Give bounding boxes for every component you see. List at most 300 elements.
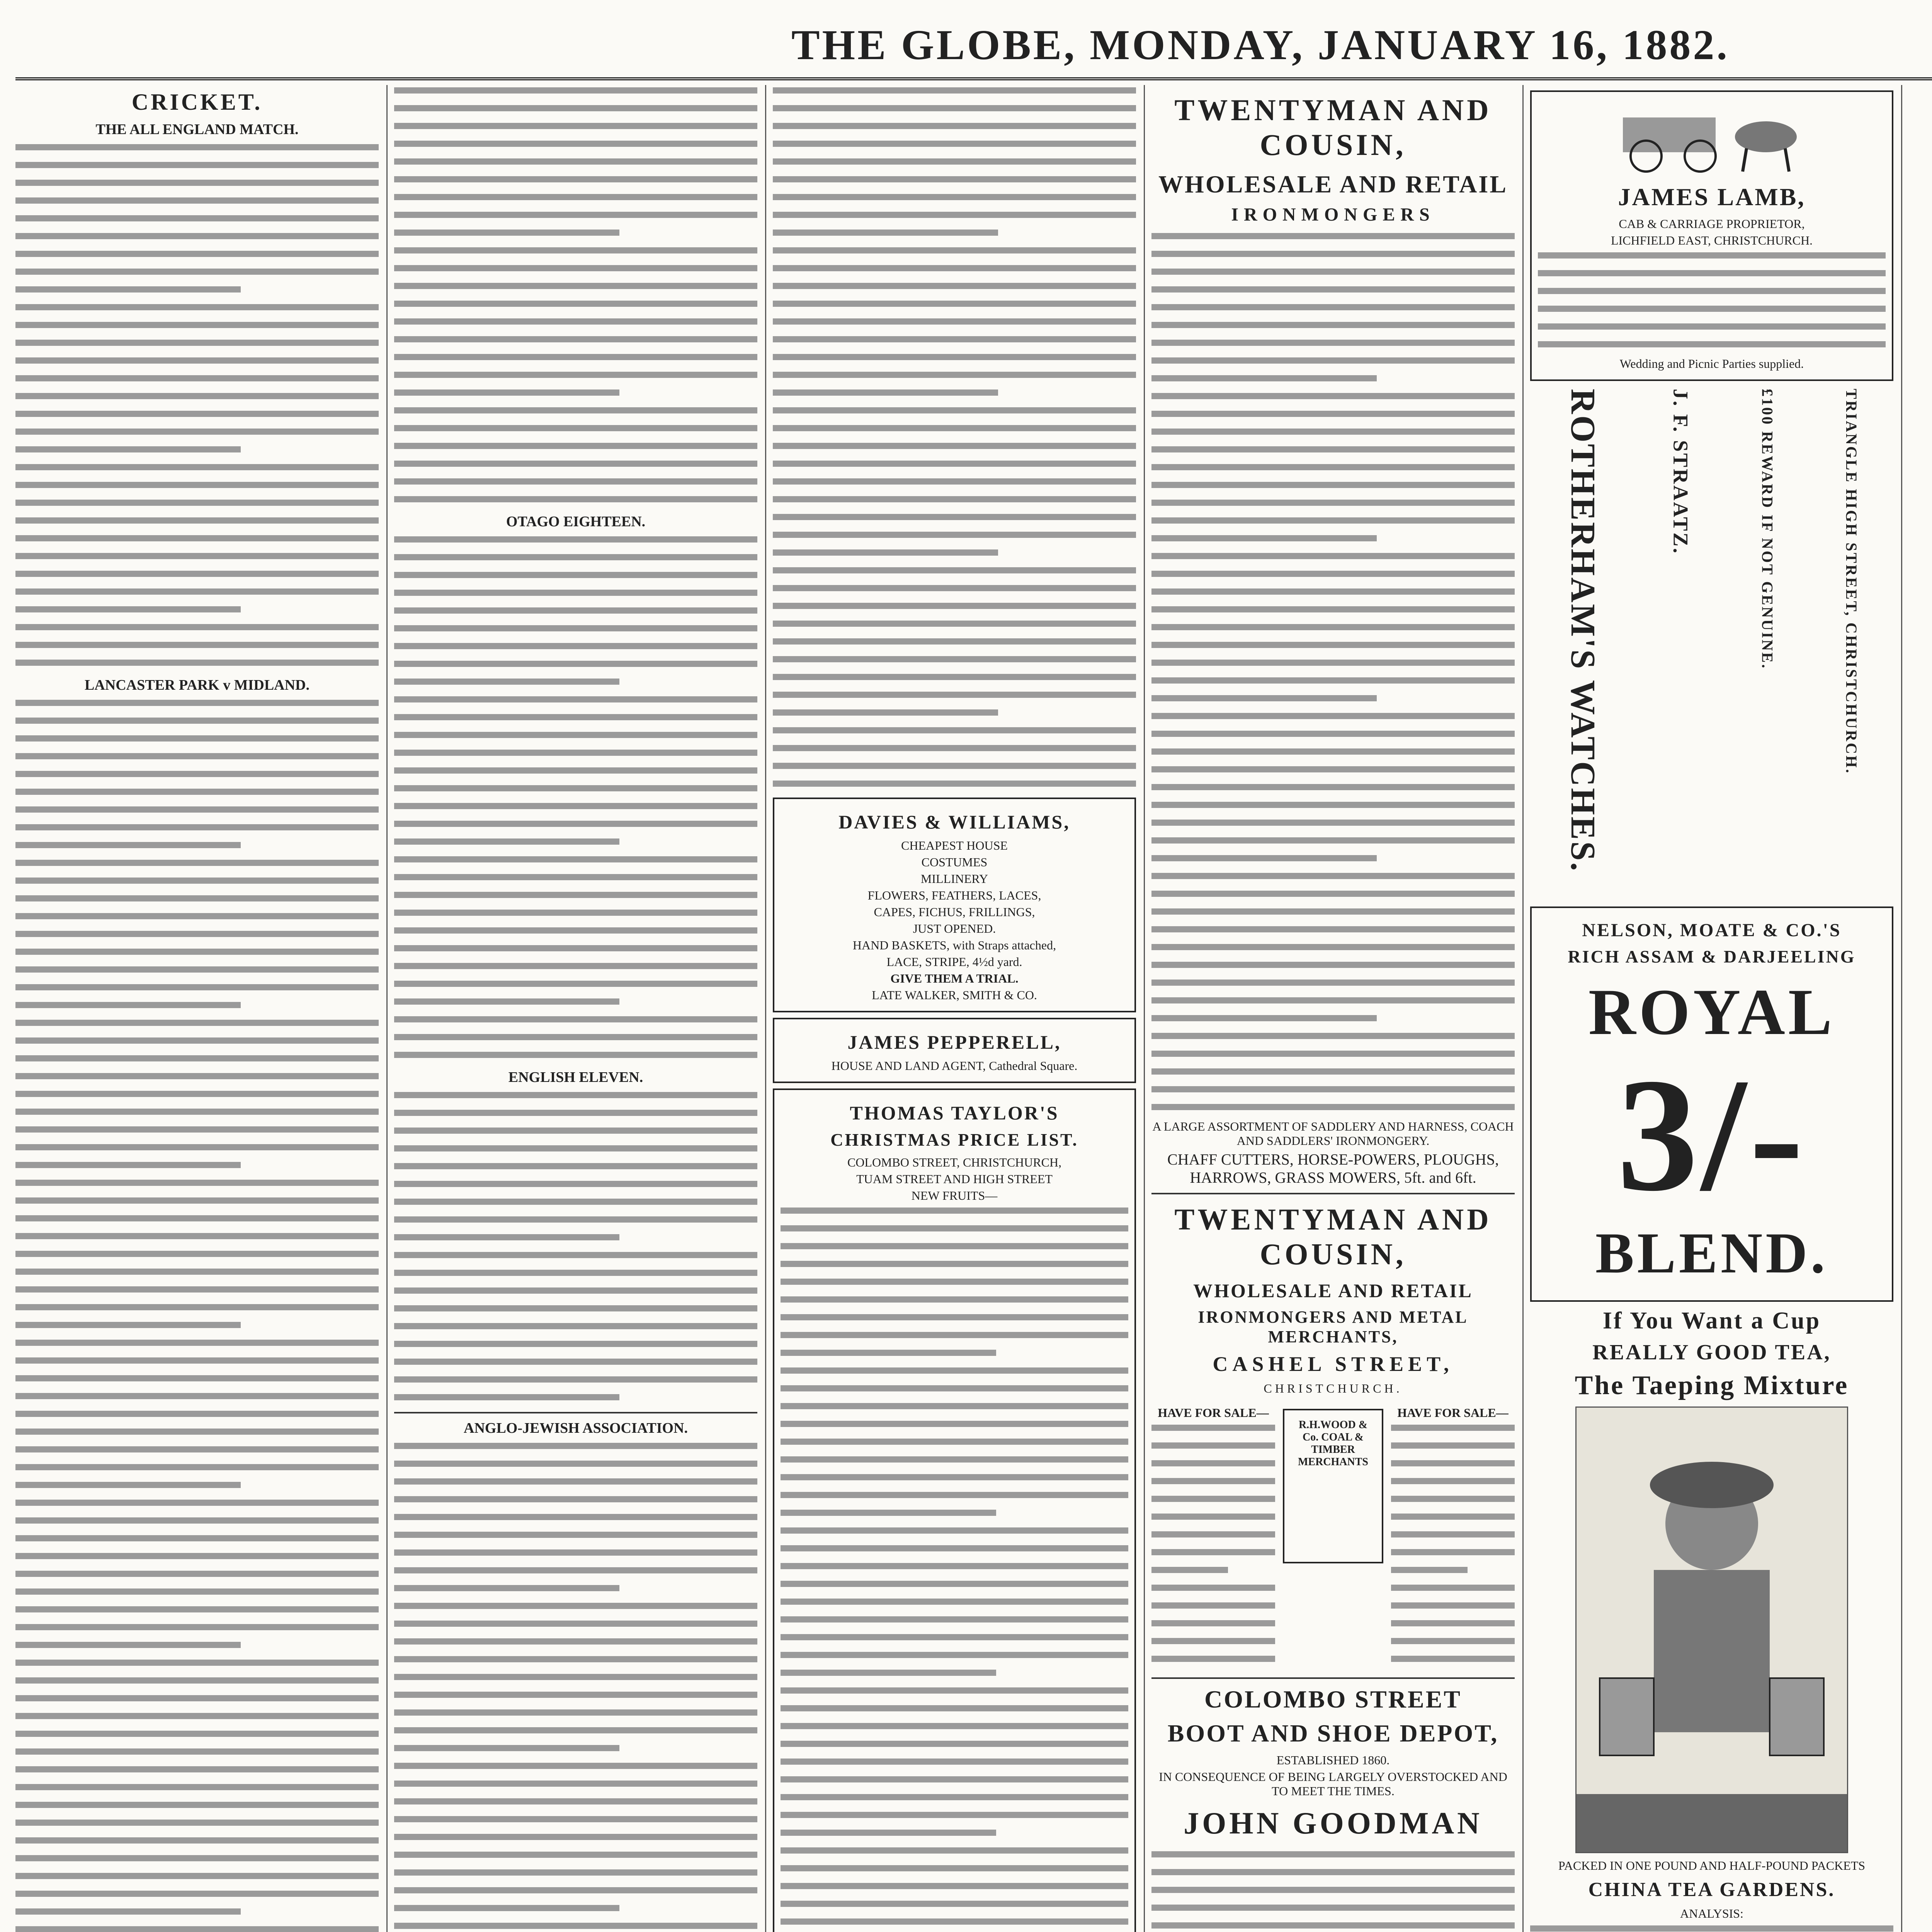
text-line: [1151, 871, 1515, 884]
ad-title: JAMES PEPPERELL,: [847, 1031, 1061, 1053]
text-line: [1151, 942, 1515, 956]
text-line: [394, 1250, 757, 1264]
ad-title: NELSON, MOATE & CO.'S: [1582, 920, 1842, 940]
text-line: [781, 1596, 1128, 1610]
ad-line: CAPES, FICHUS, FRILLINGS,: [874, 905, 1035, 919]
text-line: [1151, 1440, 1275, 1454]
text-line: [394, 836, 619, 850]
ad-title: DAVIES & WILLIAMS,: [838, 811, 1070, 833]
text-line: [781, 1276, 1128, 1290]
text-line: [1151, 1511, 1275, 1525]
text-line: [1151, 266, 1515, 280]
ad-body: [1538, 250, 1886, 353]
text-line: [15, 444, 241, 458]
text-line: [15, 408, 379, 422]
text-line: [15, 1213, 379, 1227]
text-line: [1151, 924, 1515, 938]
text-line: [394, 1321, 757, 1335]
text-line: [1151, 497, 1515, 511]
text-line: [15, 231, 379, 245]
text-line: [394, 121, 757, 134]
text-line: [15, 1515, 379, 1529]
text-line: [394, 1672, 757, 1685]
text-line: [15, 284, 241, 298]
ad-title: TWENTYMAN AND COUSIN,: [1174, 93, 1492, 162]
text-line: [1151, 586, 1515, 600]
text-line: [15, 1799, 379, 1813]
text-line: [781, 1916, 1128, 1930]
text-line: [773, 725, 1136, 739]
text-line: [15, 1284, 379, 1298]
text-line: [1151, 1102, 1515, 1116]
text-line: [394, 387, 619, 401]
text-line: [1151, 1066, 1515, 1080]
ad-thomas-taylor: [773, 1088, 1136, 1932]
text-line: [394, 1090, 757, 1104]
ad-subtitle: IRONMONGERS AND METAL MERCHANTS,: [1198, 1308, 1468, 1346]
text-line: [773, 529, 1136, 543]
text-line: [1151, 1600, 1275, 1614]
ad-line: PACKED IN ONE POUND AND HALF-POUND PACKETS: [1558, 1859, 1866, 1872]
ad-nelson-moate: [1530, 906, 1893, 1302]
text-line: [781, 1774, 1128, 1788]
text-line: [394, 765, 757, 779]
text-line: [773, 352, 1136, 366]
text-line: [394, 1374, 757, 1388]
ad-subtitle: IRONMONGERS: [1231, 204, 1435, 225]
text-line: [773, 760, 1136, 774]
text-line: [15, 480, 379, 493]
ad-title: The Taeping Mixture: [1575, 1371, 1849, 1400]
text-line: [1151, 1547, 1275, 1561]
text-line: [15, 1391, 379, 1405]
text-line: [15, 426, 379, 440]
ad-line: LICHFIELD EAST, CHRISTCHURCH.: [1611, 233, 1813, 247]
text-line: [1151, 391, 1515, 405]
text-line: [15, 248, 379, 262]
text-line: [394, 1476, 757, 1490]
masthead-title: THE GLOBE, MONDAY, JANUARY 16, 1882.: [791, 21, 1730, 68]
text-line: [394, 1014, 757, 1028]
text-line: [394, 623, 757, 637]
text-line: [1538, 286, 1886, 299]
column-lamb-tea: [1530, 85, 1893, 1932]
text-line: [1530, 1923, 1893, 1932]
ad-subtitle: WHOLESALE AND RETAIL: [1158, 170, 1508, 198]
text-line: [773, 369, 1136, 383]
royal-text: ROYAL: [1588, 976, 1835, 1048]
ad-line: ESTABLISHED 1860.: [1276, 1753, 1390, 1767]
text-line: [781, 1330, 1128, 1344]
text-line: [1151, 853, 1377, 867]
text-line: [773, 672, 1136, 685]
text-line: [15, 373, 379, 387]
text-line: [15, 1835, 379, 1849]
text-line: [15, 1480, 241, 1493]
text-line: [15, 195, 379, 209]
seated-figure-icon: [1577, 1408, 1847, 1852]
text-line: [394, 694, 757, 708]
section-heading: THE ALL ENGLAND MATCH.: [95, 121, 299, 138]
ad-line: COLOMBO STREET, CHRISTCHURCH,: [847, 1155, 1062, 1169]
article-body: [394, 1440, 757, 1932]
text-line: [15, 1551, 379, 1565]
text-line: [394, 1885, 757, 1899]
text-line: [1391, 1547, 1515, 1561]
text-line: [15, 1817, 379, 1831]
ad-body: [1530, 1923, 1893, 1932]
text-line: [781, 1454, 1128, 1468]
text-line: [1391, 1600, 1515, 1614]
text-line: [1151, 782, 1515, 796]
text-line: [781, 1685, 1128, 1699]
text-line: [15, 1746, 379, 1760]
story-body: [773, 85, 1136, 792]
text-line: [773, 689, 1136, 703]
text-line: [1151, 515, 1515, 529]
text-line: [394, 1743, 619, 1757]
text-line: [15, 639, 379, 653]
text-line: [15, 1693, 379, 1707]
text-line: [1538, 250, 1886, 264]
text-line: [781, 1436, 1128, 1450]
text-line: [15, 1568, 379, 1582]
text-line: [1151, 426, 1515, 440]
text-line: [1151, 906, 1515, 920]
text-line: [773, 138, 1136, 152]
ad-title: JAMES LAMB,: [1618, 183, 1806, 211]
text-line: [394, 907, 757, 921]
text-line: [773, 263, 1136, 277]
text-line: [773, 298, 1136, 312]
sale-left: [1151, 1403, 1275, 1671]
ad-line: GIVE THEM A TRIAL.: [890, 971, 1019, 985]
text-line: [394, 209, 757, 223]
text-line: [394, 298, 757, 312]
masthead: [15, 15, 1932, 80]
text-line: [15, 1053, 379, 1067]
text-line: [394, 1214, 757, 1228]
text-line: [394, 138, 757, 152]
text-line: [1151, 622, 1515, 636]
text-line: [773, 387, 998, 401]
text-line: [1151, 462, 1515, 476]
text-line: [394, 1814, 757, 1828]
text-line: [781, 1827, 996, 1841]
text-line: [781, 1490, 1128, 1503]
text-line: [1391, 1440, 1515, 1454]
text-line: [15, 1906, 241, 1920]
text-line: [1391, 1582, 1515, 1596]
text-line: [394, 872, 757, 886]
text-line: [394, 730, 757, 743]
text-line: [15, 769, 379, 782]
ad-subtitle: RICH ASSAM & DARJEELING: [1568, 947, 1856, 966]
text-line: [1151, 408, 1515, 422]
ad-title: THOMAS TAYLOR'S: [850, 1102, 1059, 1124]
text-line: [15, 586, 379, 600]
text-line: [1151, 248, 1515, 262]
ad-title: CHINA TEA GARDENS.: [1588, 1879, 1835, 1901]
text-line: [1538, 321, 1886, 335]
text-line: [394, 263, 757, 277]
ad-line: NEW FRUITS—: [911, 1189, 998, 1202]
ad-subtitle: CAB & CARRIAGE PROPRIETOR,: [1619, 217, 1805, 231]
text-line: [15, 1426, 379, 1440]
text-line: [1538, 339, 1886, 353]
text-line: [394, 1440, 757, 1454]
text-line: [394, 747, 757, 761]
blend-text: BLEND.: [1595, 1221, 1828, 1285]
text-line: [15, 804, 379, 818]
text-line: [394, 712, 757, 726]
text-line: [15, 1355, 379, 1369]
text-line: [781, 1365, 1128, 1379]
column-rule: [1522, 85, 1524, 1932]
text-line: [394, 1049, 757, 1063]
text-line: [1391, 1565, 1468, 1578]
text-line: [773, 103, 1136, 117]
text-line: [15, 1924, 379, 1932]
text-line: [394, 1267, 757, 1281]
text-line: [15, 604, 241, 618]
text-line: [394, 494, 757, 508]
text-line: [781, 1810, 1128, 1823]
text-line: [781, 1721, 1128, 1735]
text-line: [1151, 711, 1515, 724]
text-line: [773, 476, 1136, 490]
text-line: [1391, 1529, 1515, 1543]
text-line: [781, 1756, 1128, 1770]
text-line: [394, 925, 757, 939]
text-line: [1391, 1422, 1515, 1436]
ad-body: [1151, 1422, 1275, 1667]
score-table: [394, 1090, 757, 1406]
text-line: [394, 1920, 757, 1932]
text-line: [1151, 533, 1377, 547]
text-line: [773, 174, 1136, 188]
text-line: [1151, 1031, 1515, 1044]
text-line: [15, 515, 379, 529]
text-line: [773, 707, 998, 721]
text-line: [781, 1347, 996, 1361]
text-line: [15, 1248, 379, 1262]
ad-pepperell: [773, 1018, 1136, 1083]
divider: [1151, 1193, 1515, 1194]
text-line: [781, 1881, 1128, 1895]
text-line: [394, 458, 757, 472]
text-line: [394, 1285, 757, 1299]
stamp-text: R.H.WOOD & Co. COAL & TIMBER MERCHANTS: [1298, 1419, 1368, 1468]
text-line: [394, 801, 757, 815]
text-line: [394, 854, 757, 868]
text-line: [394, 1867, 757, 1881]
text-line: [15, 1231, 379, 1245]
text-line: [781, 1259, 1128, 1272]
text-line: [1151, 1476, 1275, 1490]
text-line: [394, 1849, 757, 1863]
rh-wood-stamp: [1283, 1409, 1383, 1563]
ad-line: LACE, STRIPE, 4½d yard.: [886, 955, 1022, 969]
text-line: [1151, 1867, 1515, 1881]
text-line: [15, 1408, 379, 1422]
text-line: [15, 497, 379, 511]
text-line: [15, 751, 379, 765]
text-line: [1151, 835, 1515, 849]
text-line: [15, 1888, 379, 1902]
ad-line: CHAFF CUTTERS, HORSE-POWERS, PLOUGHS, HARROWS, GRASS MOWERS, 5ft. and 6ft.: [1167, 1151, 1499, 1186]
text-line: [394, 1707, 757, 1721]
text-line: [781, 1863, 1128, 1877]
text-line: [15, 1622, 379, 1636]
text-line: [394, 1778, 757, 1792]
text-line: [15, 142, 379, 156]
column-cricket: [15, 85, 379, 1932]
text-line: [394, 1179, 757, 1192]
text-line: [15, 1160, 241, 1173]
text-line: [781, 1525, 1128, 1539]
price-list: [781, 1205, 1128, 1932]
text-line: [773, 618, 1136, 632]
ad-line: Wedding and Picnic Parties supplied.: [1619, 357, 1804, 371]
text-line: [1151, 337, 1515, 351]
sale-right: [1391, 1403, 1515, 1671]
text-line: [394, 1796, 757, 1810]
text-line: [394, 961, 757, 975]
text-line: [1151, 1048, 1515, 1062]
sale-row: [1151, 1403, 1515, 1671]
text-line: [394, 1232, 619, 1246]
text-line: [394, 534, 757, 548]
section-heading: LANCASTER PARK v MIDLAND.: [85, 677, 310, 693]
text-line: [773, 654, 1136, 668]
text-line: [773, 316, 1136, 330]
text-line: [1151, 639, 1515, 653]
tea-merchant-illustration: [1575, 1406, 1848, 1853]
text-line: [394, 1512, 757, 1526]
ad-title: BOOT AND SHOE DEPOT,: [1167, 1719, 1499, 1747]
text-line: [1151, 302, 1515, 316]
text-line: [781, 1241, 1128, 1255]
text-line: [1391, 1511, 1515, 1525]
text-line: [15, 715, 379, 729]
text-line: [1151, 604, 1515, 618]
text-line: [781, 1650, 1128, 1663]
text-line: [15, 1337, 379, 1351]
text-line: [1391, 1493, 1515, 1507]
text-line: [773, 565, 1136, 579]
article-body: [15, 142, 379, 671]
ad-subtitle: HOUSE AND LAND AGENT, Cathedral Square.: [831, 1059, 1078, 1073]
text-line: [394, 1565, 757, 1579]
text-line: [773, 600, 1136, 614]
text-line: [773, 156, 1136, 170]
text-line: [1151, 746, 1515, 760]
text-line: [1151, 728, 1515, 742]
text-line: [781, 1294, 1128, 1308]
text-line: [773, 227, 998, 241]
text-line: [1151, 1565, 1228, 1578]
text-line: [15, 462, 379, 476]
ad-line: HAND BASKETS, with Straps attached,: [852, 938, 1056, 952]
text-line: [1151, 568, 1515, 582]
section-heading: ENGLISH ELEVEN.: [508, 1069, 643, 1085]
text-line: [394, 245, 757, 259]
text-line: [394, 1583, 619, 1597]
text-line: [1538, 303, 1886, 317]
text-line: [394, 1725, 757, 1739]
ad-title: REALLY GOOD TEA,: [1592, 1340, 1831, 1364]
article-body: [15, 697, 379, 1760]
column-twentyman: [1151, 85, 1515, 1932]
text-line: [773, 743, 1136, 757]
ad-line: ANALYSIS:: [1680, 1906, 1743, 1920]
text-line: [394, 587, 757, 601]
text-line: [781, 1578, 1128, 1592]
text-line: [394, 1903, 619, 1917]
text-line: [394, 1529, 757, 1543]
column-story-ads: [773, 85, 1136, 1932]
text-line: [1151, 657, 1515, 671]
text-line: [15, 1764, 379, 1778]
text-line: [394, 1654, 757, 1668]
text-line: [1151, 355, 1515, 369]
text-line: [15, 1035, 379, 1049]
text-line: [15, 1302, 379, 1316]
ad-james-lamb: [1530, 90, 1893, 381]
text-line: [1151, 1902, 1515, 1916]
text-line: [394, 641, 757, 655]
vertical-name: J. F. STRAATZ.: [1669, 389, 1692, 555]
text-line: [15, 355, 379, 369]
text-line: [781, 1738, 1128, 1752]
text-line: [1151, 284, 1515, 298]
text-line: [15, 320, 379, 333]
text-line: [394, 423, 757, 437]
text-line: [394, 192, 757, 206]
text-line: [781, 1792, 1128, 1806]
text-line: [394, 1303, 757, 1317]
text-line: [15, 302, 379, 316]
text-line: [15, 982, 379, 996]
text-line: [781, 1383, 1128, 1397]
text-line: [15, 964, 379, 978]
text-line: [15, 1604, 379, 1618]
text-line: [773, 334, 1136, 348]
text-line: [15, 1320, 241, 1333]
text-line: [1151, 799, 1515, 813]
text-line: [15, 697, 379, 711]
text-line: [15, 1444, 379, 1458]
vertical-title: ROTHERHAM'S WATCHES.: [1564, 389, 1602, 872]
ad-line: A LARGE ASSORTMENT OF SADDLERY AND HARNESS, COACH AND SADDLERS' IRONMONGERY.: [1152, 1119, 1514, 1148]
text-line: [15, 822, 379, 836]
column-rule: [765, 85, 766, 1932]
text-line: [15, 1871, 379, 1884]
text-line: [1151, 995, 1515, 1009]
text-line: [394, 1458, 757, 1472]
ad-line: COSTUMES: [921, 855, 988, 869]
text-line: [394, 1600, 757, 1614]
text-line: [394, 1689, 757, 1703]
text-line: [394, 174, 757, 188]
text-line: [1151, 675, 1515, 689]
text-line: [394, 1832, 757, 1845]
text-line: [781, 1543, 1128, 1557]
text-line: [1151, 444, 1515, 458]
price-text: 3/-: [1617, 1045, 1807, 1225]
text-line: [1391, 1618, 1515, 1632]
